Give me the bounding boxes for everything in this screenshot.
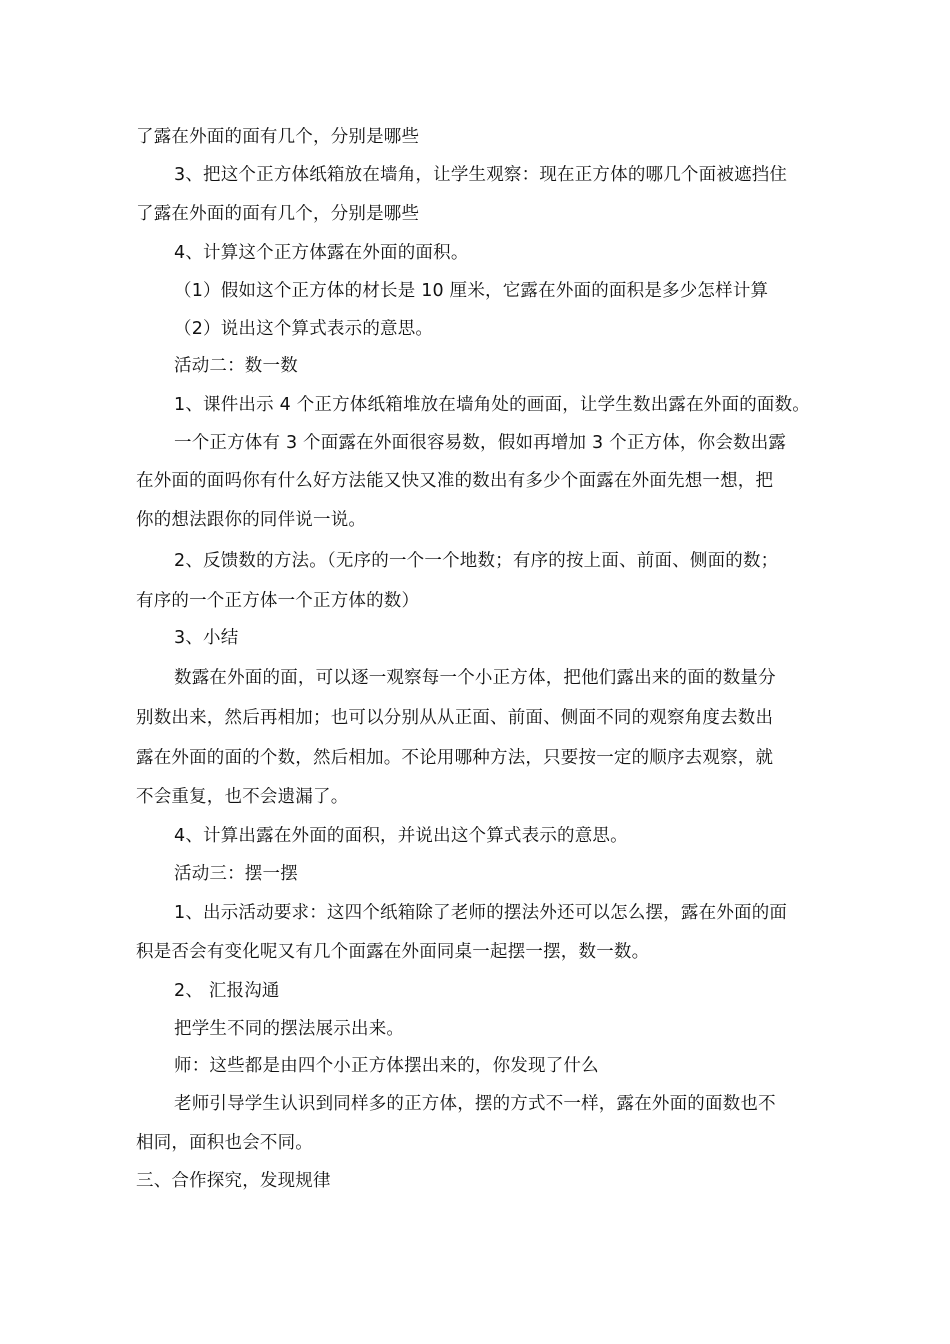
text-line: 2、 汇报沟通 [174, 981, 280, 1001]
text-line: 了露在外面的面有几个，分别是哪些 [136, 204, 420, 224]
text-line: 露在外面的面的个数，然后相加。不论用哪种方法，只要按一定的顺序去观察，就 [136, 748, 774, 768]
text-line: 你的想法跟你的同伴说一说。 [136, 510, 367, 530]
text-line: 4、计算这个正方体露在外面的面积。 [174, 243, 469, 263]
text-line: （1）假如这个正方体的材长是 10 厘米，它露在外面的面积是多少怎样计算 [174, 281, 769, 301]
text-line: 3、把这个正方体纸箱放在墙角，让学生观察：现在正方体的哪几个面被遮挡住 [174, 165, 788, 185]
text-line: 1、出示活动要求：这四个纸箱除了老师的摆法外还可以怎么摆，露在外面的面 [174, 903, 788, 923]
section-heading: 三、合作探究，发现规律 [136, 1171, 331, 1191]
text-line: 了露在外面的面有几个，分别是哪些 [136, 127, 420, 147]
text-line: 不会重复，也不会遗漏了。 [136, 787, 349, 807]
text-line: 2、反馈数的方法。（无序的一个一个地数；有序的按上面、前面、侧面的数； [174, 551, 779, 571]
text-line: 数露在外面的面，可以逐一观察每一个小正方体，把他们露出来的面的数量分 [174, 668, 776, 688]
section-heading: 活动二：数一数 [174, 356, 298, 376]
text-line: 有序的一个正方体一个正方体的数） [136, 591, 420, 611]
text-line: 1、课件出示 4 个正方体纸箱堆放在墙角处的画面，让学生数出露在外面的面数。 [174, 395, 810, 415]
section-heading: 活动三：摆一摆 [174, 864, 298, 884]
text-line: 在外面的面吗你有什么好方法能又快又准的数出有多少个面露在外面先想一想，把 [136, 471, 774, 491]
text-line: 师：这些都是由四个小正方体摆出来的，你发现了什么 [174, 1056, 599, 1076]
text-line: 积是否会有变化呢又有几个面露在外面同桌一起摆一摆，数一数。 [136, 942, 650, 962]
text-line: 把学生不同的摆法展示出来。 [174, 1019, 405, 1039]
text-line: 老师引导学生认识到同样多的正方体，摆的方式不一样，露在外面的面数也不 [174, 1094, 776, 1114]
text-line: 相同，面积也会不同。 [136, 1133, 313, 1153]
text-line: （2）说出这个算式表示的意思。 [174, 319, 434, 339]
text-line: 别数出来，然后再相加；也可以分别从从正面、前面、侧面不同的观察角度去数出 [136, 708, 774, 728]
text-line: 3、小结 [174, 628, 239, 648]
text-line: 一个正方体有 3 个面露在外面很容易数，假如再增加 3 个正方体，你会数出露 [174, 433, 787, 453]
text-line: 4、计算出露在外面的面积，并说出这个算式表示的意思。 [174, 826, 628, 846]
